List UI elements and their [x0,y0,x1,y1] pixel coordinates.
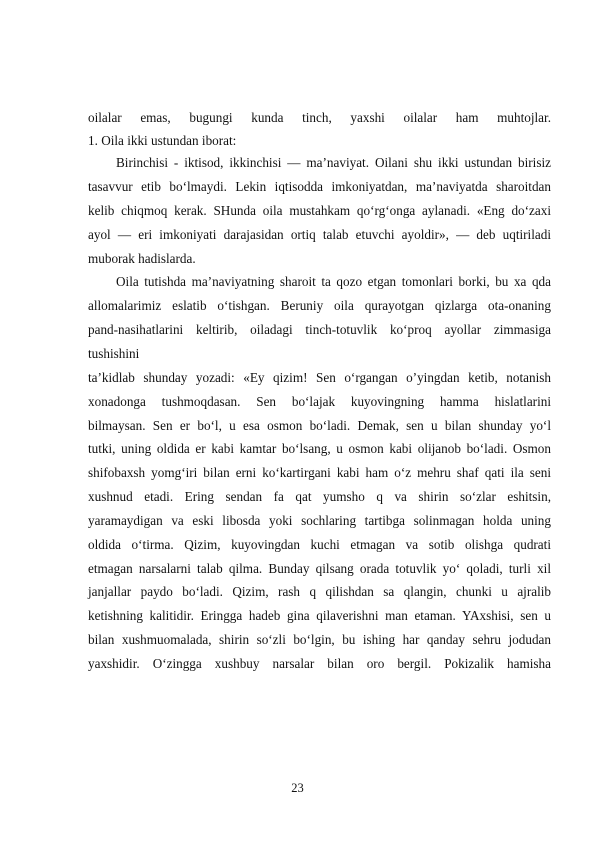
text-line-12: ta’kidlab shunday yozadi: «Ey qizim! Sen o‘rgangan o’yingdan ketib, notanish [88,370,551,385]
text-line-8: Oila tutishda ma’naviyatning sharoit ta qozo etgan tomonlari borki, bu xa qda [116,274,551,289]
page-number: 23 [291,781,304,795]
text-line-23: bilan xushmuomalada, shirin so‘zli bo‘lgin, bu ishing har qanday sehru jodudan [88,632,551,647]
text-line-24: yaxshidir. O‘zingga xushbuy narsalar bilan oro bergil. Pokizalik hamisha [88,656,551,671]
text-line-17: xushnud etadi. Ering sendan fa qat yumsho q va shirin so‘zlar eshitsin, [88,489,551,504]
text-line-1: oilalar emas, bugungi kunda tinch, yaxshi oilalar ham muhtojlar. [88,110,551,125]
text-line-14: bilmaysan. Sen er bo‘l, u esa osmon bo‘ladi. Demak, sen u bilan shunday yo‘l [88,418,551,433]
text-line-19: oldida o‘tirma. Qizim, kuyovingdan kuchi etmagan va sotib olishga qudrati [88,537,551,552]
text-line-5: kelib chiqmoq kerak. SHunda oila mustahkam qo‘rg‘onga aylanadi. «Eng do‘zaxi [88,203,551,218]
text-line-21: janjallar paydo bo‘ladi. Qizim, rash q qilishdan sa qlangin, chunki u ajralib [88,584,551,599]
text-line-22: ketishning kalitidir. Eringga hadeb gina qilaverishni man etaman. YAxshisi, sen u [88,608,551,623]
text-line-4: tasavvur etib bo‘lmaydi. Lekin iqtisodda imkoniyatdan, ma’naviyatda sharoitdan [88,179,551,194]
text-line-13: xonadonga tushmoqdasan. Sen bo‘lajak kuyovingning hamma hislatlarini [88,394,551,409]
text-line-18: yaramaydigan va eski libosda yoki sochlaring tartibga solinmagan holda uning [88,513,551,528]
text-line-6: ayol — eri imkoniyati darajasidan ortiq talab etuvchi ayoldir», — deb uqtiriladi [88,227,551,242]
text-line-20: etmagan narsalarni talab qilma. Bunday qilsang orada totuvlik yo‘ qoladi, turli xil [88,561,551,576]
text-line-2: 1. Oila ikki ustundan iborat: [88,133,237,148]
text-line-16: shifobaxsh yomg‘iri bilan erni ko‘kartirgani kabi ham o‘z mehru shaf qati ila seni [88,465,551,480]
text-line-7: muborak hadislarda. [88,251,196,266]
text-line-11: tushishini [88,346,140,361]
text-line-3: Birinchisi - iktisod, ikkinchisi — ma’naviyat. Oilani shu ikki ustundan birisiz [116,155,551,170]
text-line-10: pand-nasihatlarini keltirib, oiladagi tinch-totuvlik ko‘proq ayollar zimmasiga [88,322,551,337]
text-line-15: tutki, uning oldida er kabi kamtar bo‘lsang, u osmon kabi olijanob bo‘ladi. Osmon [88,441,551,456]
text-line-9: allomalarimiz eslatib o‘tishgan. Beruniy oila qurayotgan qizlarga ota-onaning [88,298,551,313]
